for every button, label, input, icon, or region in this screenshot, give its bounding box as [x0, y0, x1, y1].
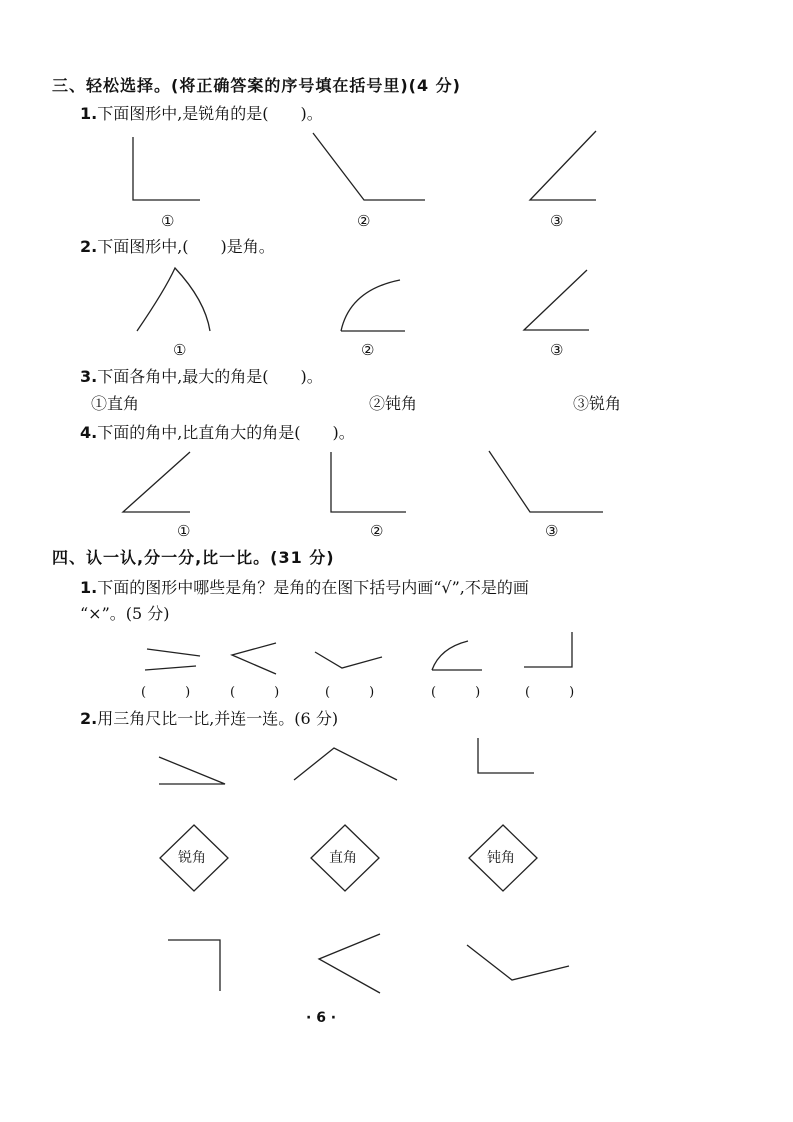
q2-figure-1-curved-shape — [137, 268, 210, 331]
s4q1-figure-1-line-b — [145, 666, 196, 670]
q1-figure-3-acute-angle — [530, 131, 596, 200]
s3q4-label-3: ③ — [545, 522, 559, 540]
s3-question-1-number: 1. — [80, 104, 98, 123]
s4q2-top-angle-3 — [478, 738, 534, 773]
s4q1-answer-blank-5[interactable]: ( ) — [525, 685, 575, 700]
q4-figure-3-obtuse-angle — [489, 451, 603, 512]
s3q2-label-2: ② — [361, 341, 375, 359]
s4-question-1-number: 1. — [80, 578, 98, 597]
s4q2-bottom-angle-3 — [467, 945, 569, 980]
section-3-title: 三、轻松选择。(将正确答案的序号填在括号里)(4 分) — [52, 76, 461, 95]
s4q1-figure-1-line-a — [147, 649, 200, 656]
s3-question-4-number: 4. — [80, 423, 98, 442]
s3-question-4 — [80, 425, 355, 441]
diamond-label-acute: 锐角 — [178, 850, 206, 866]
s4-question-1-line-2: “×”。(5 分) — [80, 604, 170, 623]
section-4-title: 四、认一认,分一分,比一比。(31 分) — [52, 548, 335, 567]
s4q1-answer-blank-4[interactable]: ( ) — [431, 685, 481, 700]
s4q2-top-angle-2 — [294, 748, 397, 780]
q1-figure-2-obtuse-angle — [313, 133, 425, 200]
s3q1-label-2: ② — [357, 212, 371, 230]
s3q1-label-3: ③ — [550, 212, 564, 230]
page-number: · 6 · — [306, 1010, 337, 1026]
s4-question-1-text-1: 下面的图形中哪些是角？是角的在图下括号内画“√”,不是的画 — [97, 578, 529, 597]
s4q1-figure-3-angle — [315, 652, 382, 668]
s3q3-option-3: ③锐角 — [573, 394, 622, 413]
s3-question-4-text: 下面的角中,比直角大的角是( )。 — [97, 423, 355, 442]
s4-question-2-number: 2. — [80, 709, 98, 728]
s4q1-figure-2-angle — [232, 643, 276, 674]
s3q2-label-1: ① — [173, 341, 187, 359]
q4-figure-1-acute-angle — [123, 452, 190, 512]
diamond-label-obtuse: 钝角 — [487, 850, 515, 866]
s4q2-bottom-angle-1 — [168, 940, 220, 991]
s3-question-1-text: 下面图形中,是锐角的是( )。 — [97, 104, 323, 123]
s4q1-answer-blank-2[interactable]: ( ) — [230, 685, 280, 700]
s3-question-2-number: 2. — [80, 237, 98, 256]
s4q1-answer-blank-1[interactable]: ( ) — [141, 685, 191, 700]
s3-question-2 — [80, 239, 275, 255]
s4q2-top-angle-1 — [159, 757, 225, 784]
s3q3-option-1: ①直角 — [91, 394, 140, 413]
s4q1-answer-blank-3[interactable]: ( ) — [325, 685, 375, 700]
s3-question-3 — [80, 369, 323, 385]
s3q3-option-2: ②钝角 — [369, 394, 418, 413]
s4-question-1-line-1 — [80, 580, 529, 596]
s3q2-label-3: ③ — [550, 341, 564, 359]
q2-figure-2-curved-shape — [341, 280, 405, 331]
q1-figure-1-right-angle — [133, 137, 200, 200]
s3q4-label-1: ① — [177, 522, 191, 540]
s3-question-1 — [80, 106, 323, 122]
s3-question-3-text: 下面各角中,最大的角是( )。 — [97, 367, 323, 386]
s3q1-label-1: ① — [161, 212, 175, 230]
s3-question-2-text: 下面图形中,( )是角。 — [97, 237, 275, 256]
s3-question-3-number: 3. — [80, 367, 98, 386]
s4-question-2-text: 用三角尺比一比,并连一连。(6 分) — [97, 709, 339, 728]
diamond-label-right: 直角 — [329, 850, 357, 866]
q4-figure-2-right-angle — [331, 452, 406, 512]
q2-figure-3-angle — [524, 270, 589, 330]
s4q2-bottom-angle-2 — [319, 934, 380, 993]
s4q1-figure-4-curve — [432, 641, 482, 670]
s4q1-figure-5-right-angle — [524, 632, 572, 667]
s3q4-label-2: ② — [370, 522, 384, 540]
s4-question-2 — [80, 711, 338, 727]
